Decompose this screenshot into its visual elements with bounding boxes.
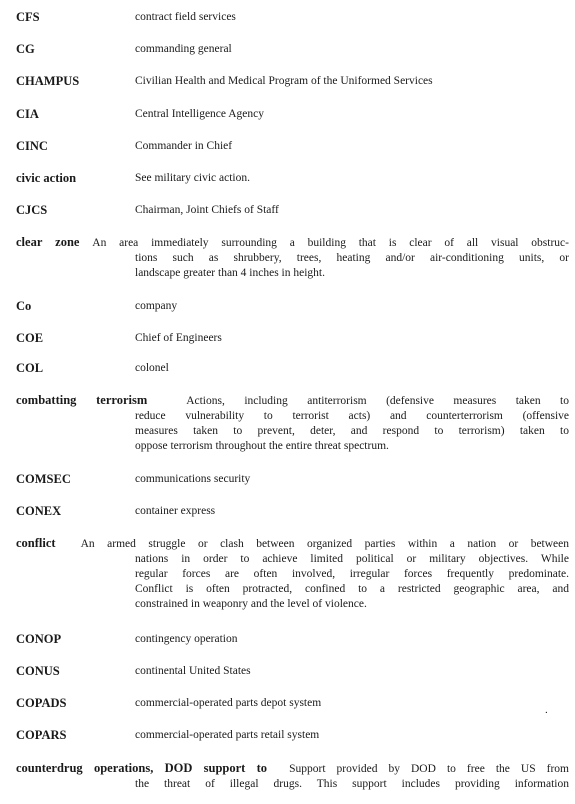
entry-term: COL (16, 361, 44, 375)
entry-term: CIA (16, 107, 39, 121)
entry-term: clear zone (16, 235, 80, 249)
entry-first-line (16, 761, 569, 777)
entry-definition-line: tions such as shrubbery, trees, heating and/or air-conditioning units, or (135, 252, 569, 264)
entry-term: conflict (16, 536, 56, 550)
entry-definition: communications security (135, 473, 251, 485)
entry-definition-line: constrained in weaponry and the level of violence. (135, 598, 367, 610)
entry-definition: contingency operation (135, 633, 238, 645)
entry-definition: Chairman, Joint Chiefs of Staff (135, 204, 279, 216)
entry-definition: commercial-operated parts depot system (135, 697, 322, 709)
entry-definition-line: Support provided by DOD to free the US from (289, 763, 569, 775)
glossary-entry-conflict (16, 536, 569, 612)
entry-term: COPADS (16, 696, 67, 710)
entry-term: Co (16, 299, 32, 313)
entry-term: COMSEC (16, 472, 71, 486)
entry-term: combatting terrorism (16, 393, 148, 407)
entry-definition: container express (135, 505, 216, 517)
entry-definition-continued (16, 251, 569, 281)
glossary-entry-counterdrug-operations (16, 761, 569, 792)
entry-definition-line: oppose terrorism throughout the entire threat spectrum. (135, 440, 389, 452)
entry-term: counterdrug operations, DOD support to (16, 761, 268, 775)
entry-definition-line: An armed struggle or clash between organized parties within a nation or between (80, 538, 570, 550)
entry-definition-line: the threat of illegal drugs. This support includes providing information (135, 778, 569, 790)
entry-definition: See military civic action. (135, 172, 250, 184)
entry-definition: company (135, 300, 178, 312)
glossary-entry-clear-zone (16, 235, 569, 281)
entry-term: CINC (16, 139, 48, 153)
entry-definition: Central Intelligence Agency (135, 108, 265, 120)
entry-term: civic action (16, 171, 77, 185)
entry-definition-line: Conflict is often protracted, confined to a restricted geographic area, and (135, 583, 569, 595)
entry-definition-continued (16, 552, 569, 612)
entry-first-line (16, 393, 569, 409)
entry-first-line (16, 235, 569, 251)
entry-definition: Chief of Engineers (135, 332, 222, 344)
entry-definition: Civilian Health and Medical Program of the Uniformed Services (135, 75, 433, 87)
entry-term: COPARS (16, 728, 67, 742)
entry-term: CJCS (16, 203, 48, 217)
entry-definition: colonel (135, 362, 169, 374)
entry-term: CONUS (16, 664, 60, 678)
entry-definition: commercial-operated parts retail system (135, 729, 320, 741)
entry-term: CONOP (16, 632, 62, 646)
entry-definition: continental United States (135, 665, 251, 677)
entry-definition-line: regular forces are often involved, irregular forces frequently predominate. (135, 568, 569, 580)
entry-term: CG (16, 42, 35, 56)
entry-term: COE (16, 331, 44, 345)
entry-definition-line: reduce vulnerability to terrorist acts) and counterterrorism (offensive (135, 410, 569, 422)
entry-term: CFS (16, 10, 40, 24)
entry-definition: commanding general (135, 43, 232, 55)
stray-mark: . (545, 704, 548, 716)
entry-first-line (16, 536, 569, 552)
entry-definition-continued (16, 409, 569, 454)
entry-definition-line: measures taken to prevent, deter, and respond to terrorism) taken to (135, 425, 569, 437)
glossary-entry-combatting-terrorism (16, 393, 569, 454)
entry-definition-continued (16, 777, 569, 792)
entry-term: CONEX (16, 504, 62, 518)
entry-definition: Commander in Chief (135, 140, 233, 152)
entry-definition: contract field services (135, 11, 236, 23)
entry-definition-line: nations in order to achieve limited political or military objectives. While (135, 553, 569, 565)
entry-definition-line: Actions, including antiterrorism (defensive measures taken to (186, 395, 570, 407)
entry-definition-line: An area immediately surrounding a building that is clear of all visual obstruc- (92, 237, 569, 249)
entry-definition-line: landscape greater than 4 inches in height. (135, 267, 325, 279)
entry-term: CHAMPUS (16, 74, 80, 88)
